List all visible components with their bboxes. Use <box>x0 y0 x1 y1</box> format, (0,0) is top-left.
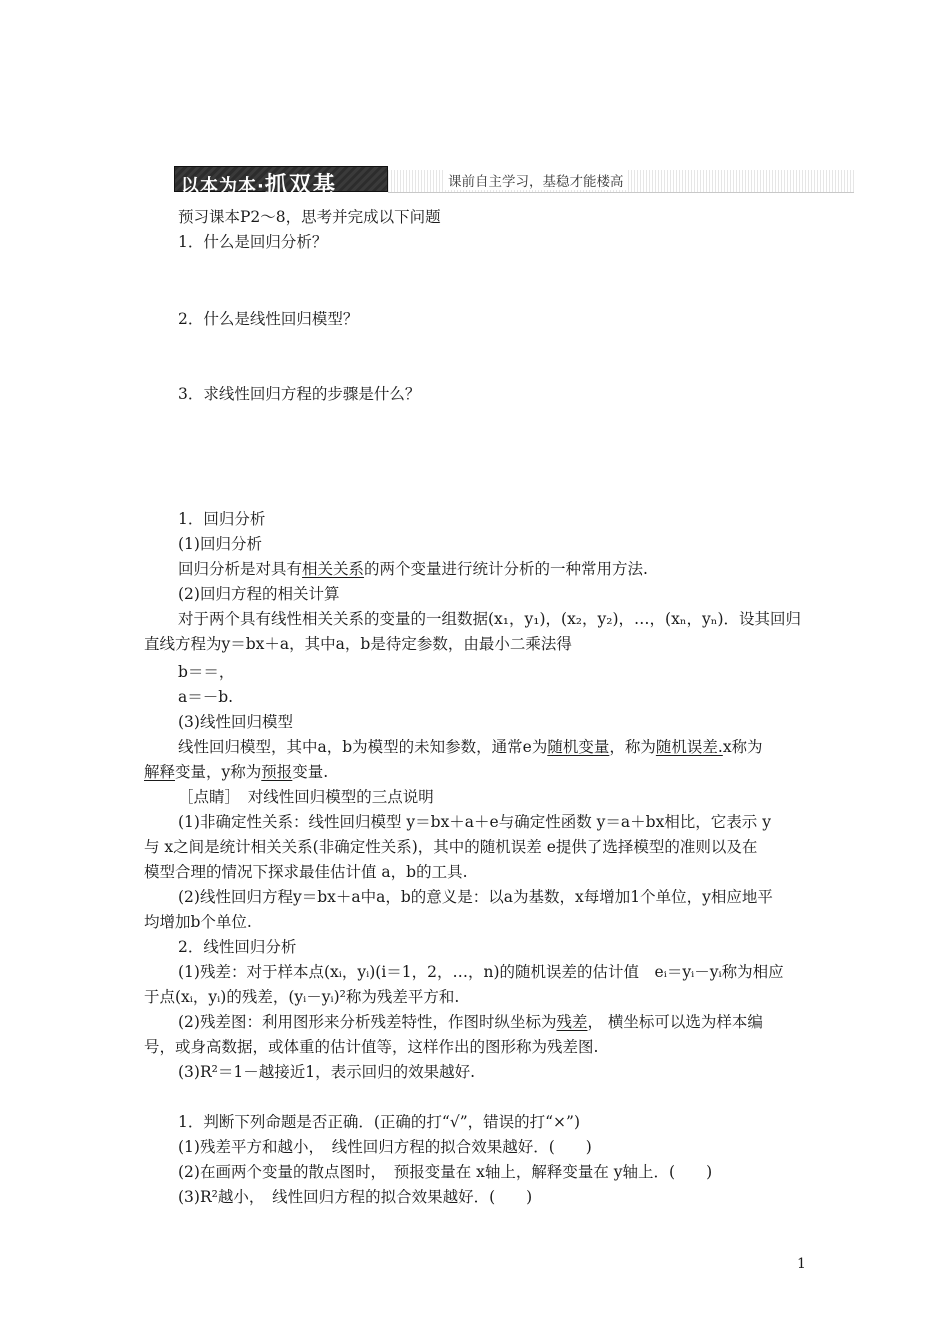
exercise-item-1: (1)残差平方和越小， 线性回归方程的拟合效果越好．( ) <box>178 1138 592 1156</box>
section2-line4: 号，或身高数据，或体重的估计值等，这样作出的图形称为残差图. <box>144 1038 599 1056</box>
preview-question-2: 2．什么是线性回归模型？ <box>178 310 359 328</box>
formula-a: a＝－b. <box>178 688 234 706</box>
section2-heading: 2．线性回归分析 <box>178 938 297 956</box>
underlined-term: 残差 <box>556 1013 588 1031</box>
text-span: 变量，y称为 <box>175 763 262 781</box>
text-span: (2)残差图：利用图形来分析残差特性，作图时纵坐标为 <box>178 1013 557 1031</box>
dianjing-line3: 模型合理的情况下探求最佳估计值 a，b的工具. <box>144 863 468 881</box>
underlined-term: 预报 <box>261 763 293 781</box>
dianjing-line4: (2)线性回归方程y＝bx＋a中a，b的意义是：以a为基数，x每增加1个单位，y相应地平 <box>178 888 773 906</box>
page-number: 1 <box>797 1256 806 1272</box>
dianjing-title: ［点睛］ 对线性回归模型的三点说明 <box>178 788 434 806</box>
section2-line2: 于点(xᵢ，yᵢ)的残差，(yᵢ－yᵢ)²称为残差平方和. <box>144 988 460 1006</box>
banner-title-part-b: 抓双基 <box>264 173 337 198</box>
preview-question-3: 3．求线性回归方程的步骤是什么？ <box>178 385 421 403</box>
section1-p3-line1 <box>178 737 763 757</box>
section2-line3 <box>178 1012 763 1032</box>
section1-p2-line1: 对于两个具有线性相关关系的变量的一组数据(x₁，y₁)，(x₂，y₂)，…，(xₙ，yₙ)．设其回归 <box>178 610 802 628</box>
dianjing-line5: 均增加b个单位. <box>144 913 252 931</box>
section1-p2-heading: (2)回归方程的相关计算 <box>178 585 340 603</box>
section1-heading: 1．回归分析 <box>178 510 266 528</box>
section2-line5: (3)R²＝1－越接近1，表示回归的效果越好. <box>178 1063 475 1081</box>
dianjing-line1: (1)非确定性关系：线性回归模型 y＝bx＋a＋e与确定性函数 y＝a＋bx相比，它表示 y <box>178 813 771 831</box>
preview-intro: 预习课本P2～8，思考并完成以下问题 <box>178 208 441 226</box>
exercise-item-2: (2)在画两个变量的散点图时， 预报变量在 x轴上，解释变量在 y轴上．( ) <box>178 1163 713 1181</box>
section2-line1: (1)残差：对于样本点(xᵢ，yᵢ)(i＝1，2，…，n)的随机误差的估计值 eᵢ＝yᵢ－yᵢ称为相应 <box>178 963 784 981</box>
section1-p1-heading: (1)回归分析 <box>178 535 262 553</box>
banner-title <box>181 168 337 199</box>
text-span: 线性回归模型，其中a，b为模型的未知参数，通常e为 <box>178 738 548 756</box>
underlined-term: 随机误差. <box>655 738 723 756</box>
text-span: 的两个变量进行统计分析的一种常用方法. <box>364 560 648 578</box>
text-span: 回归分析是对具有 <box>178 560 303 578</box>
underlined-term: 随机变量 <box>547 738 610 756</box>
section-banner <box>174 166 854 198</box>
formula-b: b＝＝， <box>178 663 235 681</box>
banner-subtitle: 课前自主学习，基稳才能楼高 <box>444 170 628 190</box>
underlined-term: 相关关系 <box>302 560 365 578</box>
text-span: ， 横坐标可以选为样本编 <box>587 1013 763 1031</box>
text-span: x称为 <box>722 738 763 756</box>
section1-p3-line2 <box>144 762 328 782</box>
banner-title-box <box>174 166 388 198</box>
text-span: 变量. <box>292 763 329 781</box>
exercise-question: 1．判断下列命题是否正确．(正确的打“√”，错误的打“×”) <box>178 1113 581 1131</box>
text-span: ，称为 <box>609 738 656 756</box>
dianjing-line2: 与 x之间是统计相关关系(非确定性关系)，其中的随机误差 e提供了选择模型的准则以及在 <box>144 838 758 856</box>
section1-p3-heading: (3)线性回归模型 <box>178 713 293 731</box>
banner-title-part-a: 以本为本· <box>181 176 265 197</box>
section1-p2-line2: 直线方程为y＝bx＋a，其中a，b是待定参数，由最小二乘法得 <box>144 635 572 653</box>
underlined-term: 解释 <box>144 763 176 781</box>
preview-question-1: 1．什么是回归分析？ <box>178 233 328 251</box>
exercise-item-3: (3)R²越小， 线性回归方程的拟合效果越好．( ) <box>178 1188 533 1206</box>
section1-p1-text <box>178 559 648 579</box>
